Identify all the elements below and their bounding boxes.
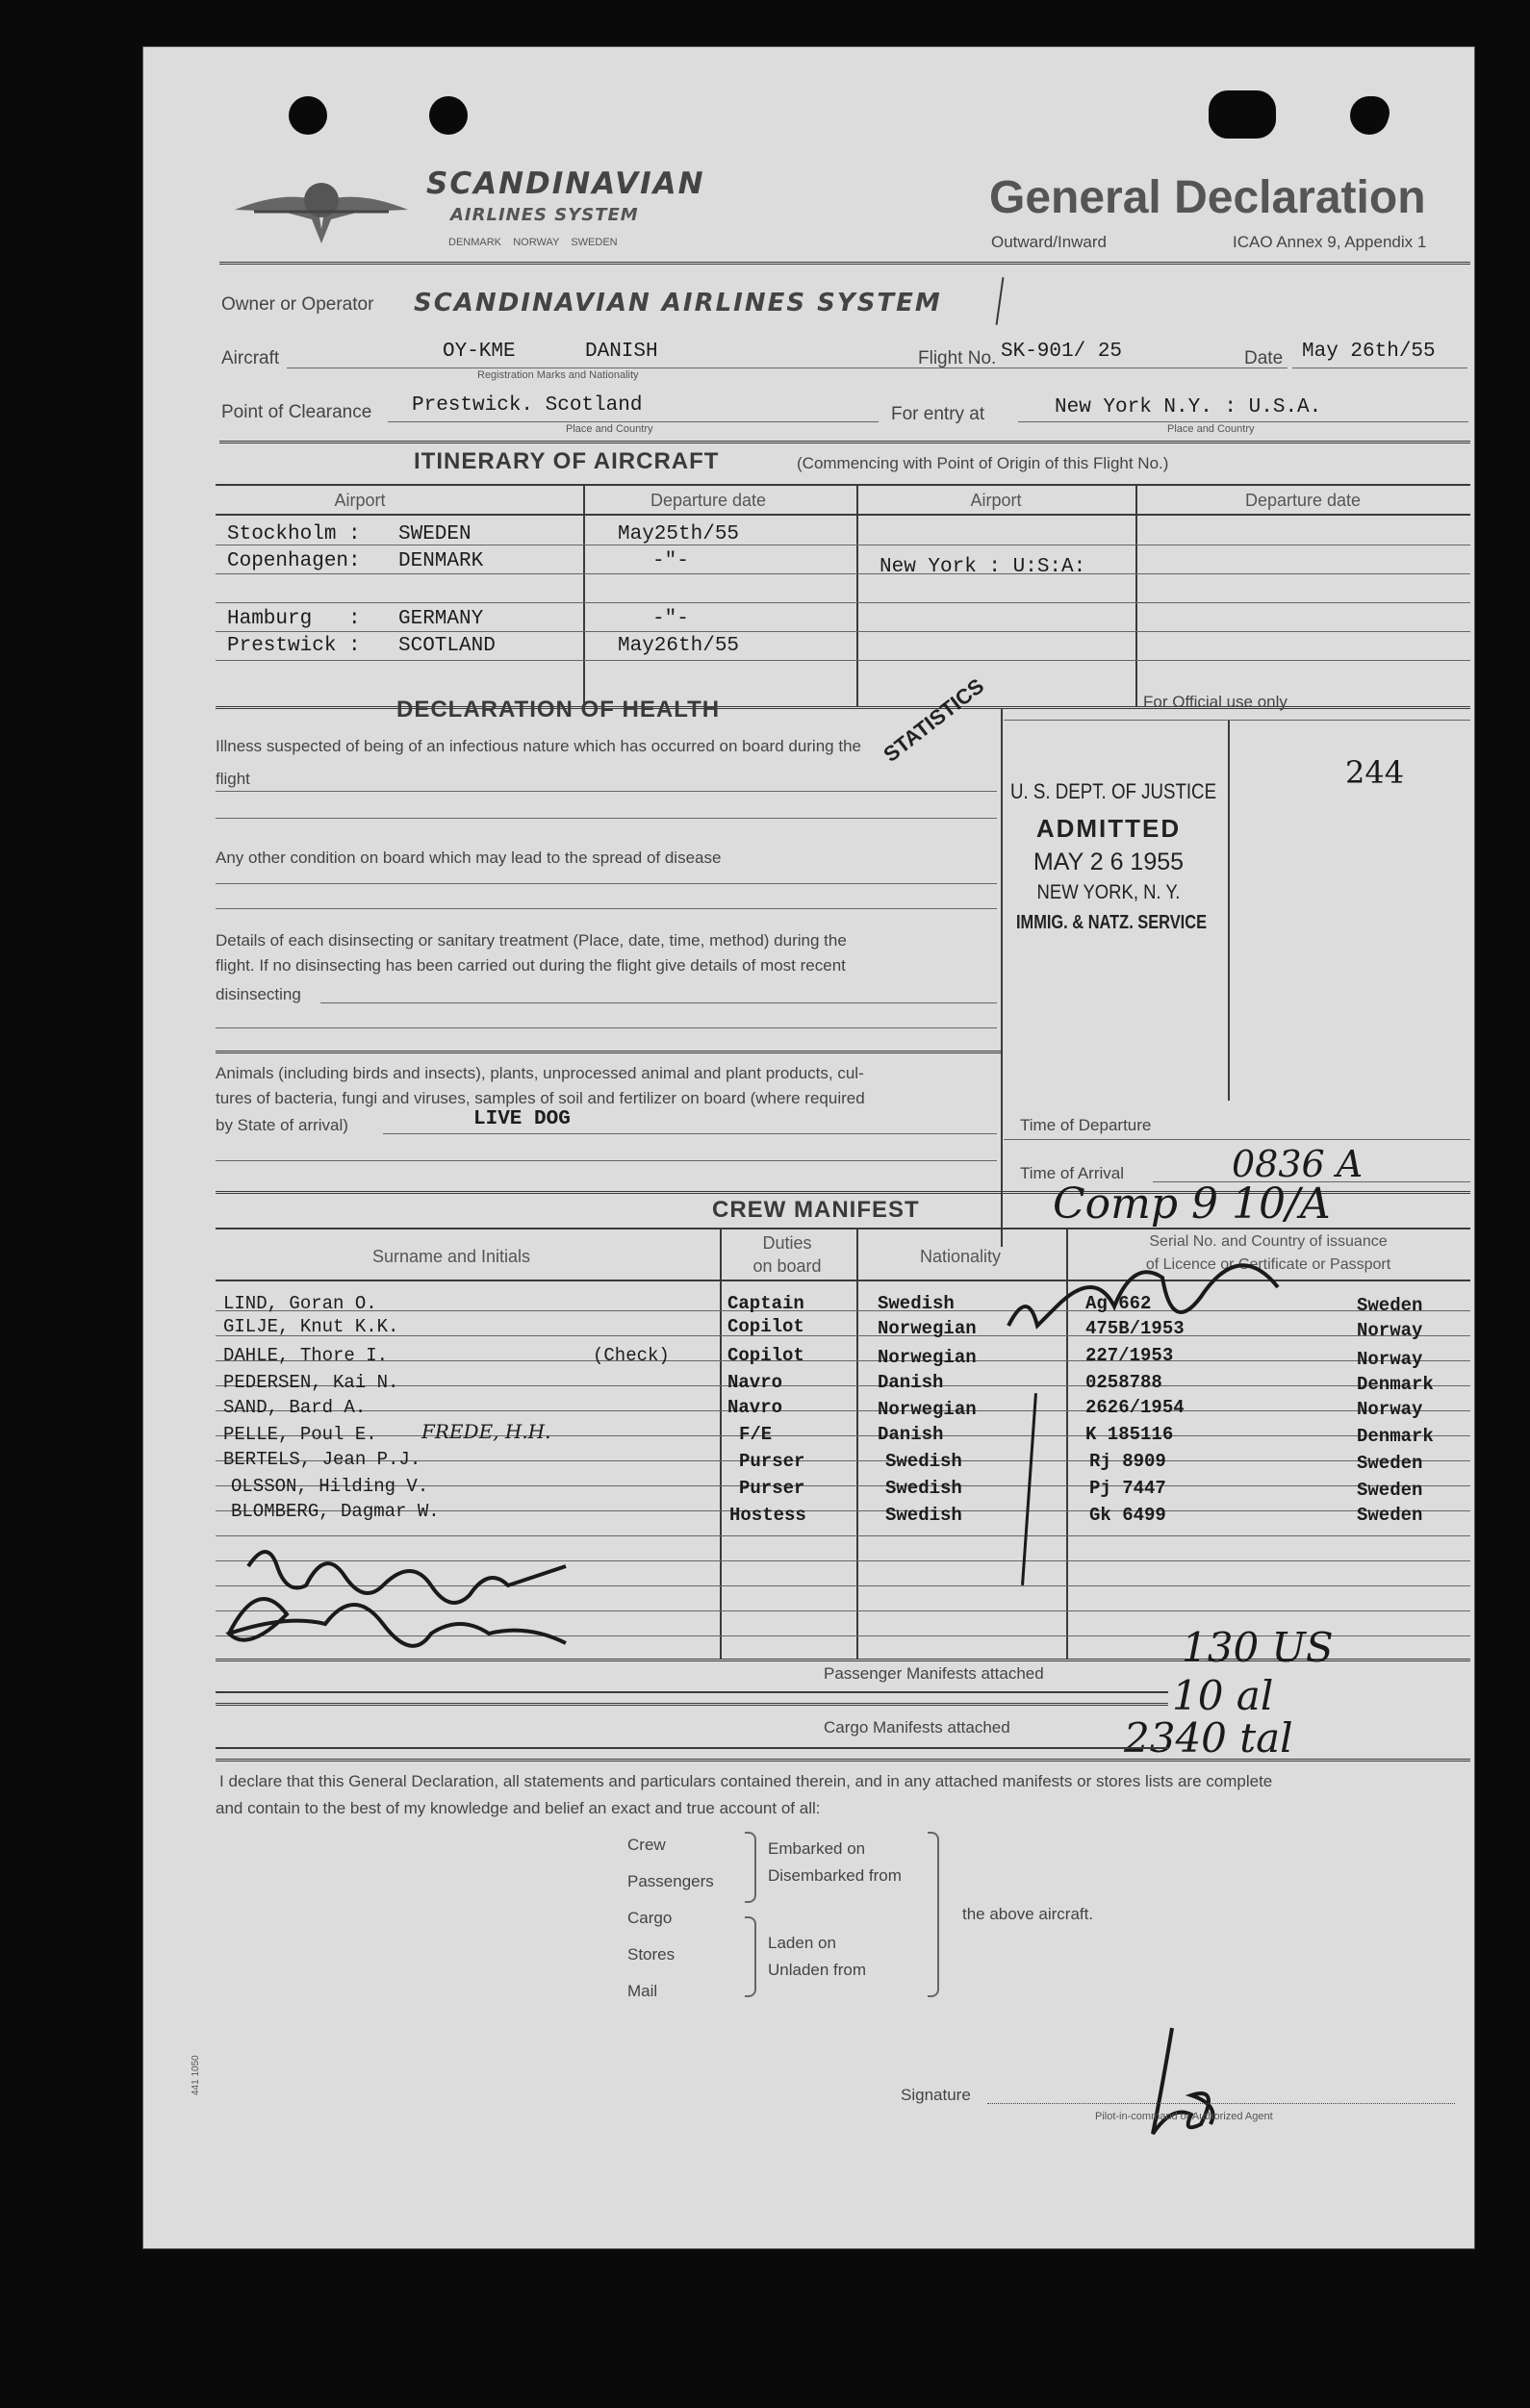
crew-country: Sweden — [1357, 1480, 1423, 1501]
itin-country: SWEDEN — [398, 523, 472, 545]
divider — [216, 1703, 1168, 1706]
itin-country: GERMANY — [398, 608, 484, 630]
crew-duty: Purser — [739, 1478, 805, 1499]
airline-countries: DENMARK NORWAY SWEDEN — [448, 237, 618, 248]
animals-value: LIVE DOG — [473, 1108, 571, 1130]
pax-handwritten-2: 10 al — [1172, 1672, 1274, 1719]
laden-label: Laden on — [768, 1934, 836, 1952]
crew-country: Sweden — [1357, 1453, 1423, 1474]
divider — [720, 1228, 722, 1659]
official-number: 244 — [1345, 754, 1405, 791]
crew-nationality: Swedish — [885, 1451, 962, 1472]
itin-date: -"- — [652, 550, 689, 572]
itin-city: Prestwick : — [227, 635, 361, 657]
clearance-label: Point of Clearance — [221, 402, 372, 422]
signature-caption: Pilot-in-command or Authorized Agent — [1095, 2111, 1273, 2122]
place-caption: Place and Country — [566, 423, 653, 435]
divider — [216, 1759, 1470, 1762]
crew-duty: Captain — [727, 1293, 804, 1314]
crew-country: Denmark — [1357, 1426, 1434, 1447]
field-line — [216, 1160, 997, 1161]
divider — [583, 484, 585, 707]
crew-country: Norway — [1357, 1349, 1423, 1370]
item-passengers: Passengers — [627, 1872, 714, 1890]
col-duties-2: on board — [752, 1256, 822, 1276]
animals-line-2: tures of bacteria, fungi and viruses, samples of soil and fertilizer on board (where required — [216, 1089, 865, 1107]
crew-name: SAND, Bard A. — [223, 1397, 367, 1418]
place-caption-2: Place and Country — [1167, 423, 1255, 435]
aircraft-registration: OY-KME — [443, 341, 516, 363]
crew-serial: 227/1953 — [1085, 1345, 1174, 1366]
crew-nationality: Danish — [878, 1424, 944, 1445]
animals-line-1: Animals (including birds and insects), plants, unprocessed animal and plant products, cul- — [216, 1064, 864, 1082]
punch-hole — [1212, 96, 1251, 135]
admitted-stamp-line-2: ADMITTED — [1035, 814, 1182, 843]
row-line — [216, 1360, 1470, 1361]
official-label: For Official use only — [1143, 693, 1288, 711]
divider — [1228, 720, 1230, 1101]
col-serial-2: of Licence or Certificate or Passport — [1145, 1256, 1391, 1273]
crew-duty: Purser — [739, 1451, 805, 1472]
date-label: Date — [1244, 348, 1284, 368]
registration-caption: Registration Marks and Nationality — [477, 369, 639, 381]
unladen-label: Unladen from — [768, 1961, 867, 1979]
row-line — [216, 1435, 1470, 1436]
captain-signature — [1124, 2009, 1239, 2163]
serial-annotation-scribble — [989, 1239, 1307, 1355]
itin-city: Stockholm : — [227, 523, 361, 545]
admitted-stamp-line-5: IMMIG. & NATZ. SERVICE — [1015, 912, 1208, 933]
crew-country: Norway — [1357, 1320, 1423, 1341]
itin-date: May26th/55 — [618, 635, 740, 657]
pax-manifest-label: Passenger Manifests attached — [824, 1664, 1044, 1683]
col-airport: Airport — [334, 491, 386, 510]
crew-nationality: Danish — [878, 1372, 944, 1393]
crew-nationality: Norwegian — [878, 1347, 977, 1368]
divider — [219, 441, 1470, 444]
flight-label: Flight No. — [918, 348, 997, 368]
crew-nationality: Swedish — [885, 1478, 962, 1499]
crew-annotation: Comp 9 10/A — [1053, 1179, 1331, 1229]
crew-serial: Pj 7447 — [1089, 1478, 1166, 1499]
field-line — [216, 791, 997, 792]
bracket-right — [928, 1832, 939, 1997]
row-line — [216, 602, 1470, 603]
row-line — [216, 631, 1470, 632]
document-title: General Declaration — [989, 172, 1426, 223]
field-line — [987, 2103, 1455, 2104]
crew-duty: Copilot — [727, 1316, 804, 1337]
itin-country: DENMARK — [398, 550, 484, 572]
crew-country: Norway — [1357, 1399, 1423, 1420]
crew-serial: K 185116 — [1085, 1424, 1174, 1445]
crew-duty: Hostess — [729, 1505, 806, 1526]
crew-nationality: Norwegian — [878, 1318, 977, 1339]
divider — [1135, 484, 1137, 707]
pax-handwritten: 130 US — [1182, 1624, 1334, 1671]
crew-duty: Navro — [727, 1397, 783, 1418]
crew-name: LIND, Goran O. — [223, 1293, 377, 1314]
crew-title: CREW MANIFEST — [712, 1197, 920, 1223]
crew-nationality: Swedish — [885, 1505, 962, 1526]
animals-line-3: by State of arrival) — [216, 1116, 348, 1134]
departure-label: Time of Departure — [1020, 1116, 1152, 1134]
crew-name: DAHLE, Thore I. — [223, 1345, 389, 1366]
divider — [216, 1051, 1001, 1053]
item-crew: Crew — [627, 1836, 666, 1854]
clearance-value: Prestwick. Scotland — [412, 394, 643, 417]
item-cargo: Cargo — [627, 1909, 673, 1927]
col-airport-2: Airport — [970, 491, 1022, 510]
crew-country: Denmark — [1357, 1374, 1434, 1395]
crew-duty: Copilot — [727, 1345, 804, 1366]
itin-city: Hamburg : — [227, 608, 361, 630]
arrival-value: 0836 A — [1232, 1143, 1364, 1185]
crew-name: OLSSON, Hilding V. — [231, 1476, 429, 1497]
divider — [216, 514, 1470, 516]
crew-duty: Navro — [727, 1372, 783, 1393]
field-line — [216, 883, 997, 884]
row-line — [216, 573, 1470, 574]
bracket-left-2 — [745, 1916, 756, 1997]
owner-value: SCANDINAVIAN AIRLINES SYSTEM — [414, 289, 942, 317]
outward-inward: Outward/Inward — [991, 233, 1107, 251]
other-condition-text: Any other condition on board which may lead to the spread of disease — [216, 849, 722, 867]
crew-country: Sweden — [1357, 1505, 1423, 1526]
field-line — [216, 908, 997, 909]
col-name: Surname and Initials — [371, 1247, 531, 1266]
admitted-stamp-line-1: U. S. DEPT. OF JUSTICE — [1010, 779, 1217, 803]
crew-note: (Check) — [593, 1345, 670, 1366]
health-title: DECLARATION OF HEALTH — [396, 697, 721, 722]
airline-sub: AIRLINES SYSTEM — [450, 205, 639, 225]
divider — [216, 1747, 1168, 1749]
arrival-label: Time of Arrival — [1020, 1164, 1125, 1182]
crew-nationality: Swedish — [878, 1293, 955, 1314]
crew-serial: 2626/1954 — [1085, 1397, 1185, 1418]
entry-label: For entry at — [891, 404, 985, 424]
handwritten-stroke — [1021, 1393, 1037, 1585]
statistics-stamp: STATISTICS — [879, 673, 989, 767]
divider — [856, 1228, 858, 1659]
divider — [216, 1228, 1470, 1229]
airline-logo-icon — [225, 162, 418, 248]
field-line — [388, 421, 879, 422]
divider — [216, 1691, 1168, 1693]
row-line — [1004, 720, 1470, 721]
crew-serial: Gk 6499 — [1089, 1505, 1166, 1526]
form-number: 441 1050 — [191, 2055, 201, 2095]
field-line — [320, 1002, 997, 1003]
crew-serial: 0258788 — [1085, 1372, 1162, 1393]
col-nationality: Nationality — [919, 1247, 1002, 1266]
signature-label: Signature — [901, 2086, 971, 2104]
crew-name: PEDERSEN, Kai N. — [223, 1372, 399, 1393]
crew-name: BLOMBERG, Dagmar W. — [231, 1501, 440, 1522]
divider — [996, 277, 1005, 325]
punch-hole — [289, 96, 327, 135]
disinsecting-line-1: Details of each disinsecting or sanitary treatment (Place, date, time, method) during the — [216, 931, 847, 950]
crew-correction: FREDE, H.H. — [421, 1420, 551, 1443]
disembarked-label: Disembarked from — [768, 1866, 902, 1885]
date-value: May 26th/55 — [1302, 341, 1436, 363]
airline-name: SCANDINAVIAN — [426, 166, 705, 201]
punch-hole — [429, 96, 468, 135]
field-line — [1004, 1139, 1470, 1140]
itinerary-title: ITINERARY OF AIRCRAFT — [414, 448, 720, 474]
divider — [856, 484, 858, 707]
owner-label: Owner or Operator — [221, 294, 374, 315]
punch-hole — [1357, 96, 1390, 129]
itin-city: Copenhagen: — [227, 550, 361, 572]
embarked-label: Embarked on — [768, 1839, 866, 1858]
illness-flight: flight — [216, 770, 250, 788]
row-line — [216, 1385, 1470, 1386]
item-stores: Stores — [627, 1945, 676, 1964]
icao-annex: ICAO Annex 9, Appendix 1 — [1233, 233, 1427, 251]
admitted-stamp-line-4: NEW YORK, N. Y. — [1036, 881, 1181, 903]
aircraft-label: Aircraft — [221, 348, 280, 368]
itinerary-subtitle: (Commencing with Point of Origin of this Flight No.) — [797, 454, 1169, 472]
entry-value: New York N.Y. : U.S.A. — [1055, 396, 1322, 418]
illness-text: Illness suspected of being of an infectious nature which has occurred on board during the — [216, 737, 861, 755]
divider — [216, 484, 1470, 486]
disinsecting-line-3: disinsecting — [216, 985, 301, 1003]
row-line — [216, 660, 1470, 661]
crew-serial: Ag 662 — [1085, 1293, 1152, 1314]
field-line — [216, 818, 997, 819]
declaration-line-2: and contain to the best of my knowledge and belief an exact and true account of all: — [216, 1799, 821, 1817]
crew-nationality: Norwegian — [878, 1399, 977, 1420]
item-mail: Mail — [627, 1982, 658, 2000]
col-departure: Departure date — [650, 491, 767, 510]
cargo-handwritten: 2340 tal — [1124, 1714, 1293, 1762]
row-line — [216, 1410, 1470, 1411]
crew-serial: 475B/1953 — [1085, 1318, 1185, 1339]
col-duties-1: Duties — [762, 1233, 812, 1253]
flight-value: SK-901/ 25 — [1001, 341, 1123, 363]
crew-name: PELLE, Poul E. — [223, 1424, 377, 1445]
col-departure-2: Departure date — [1244, 491, 1362, 510]
crew-country: Sweden — [1357, 1295, 1423, 1316]
col-serial-1: Serial No. and Country of issuance — [1149, 1233, 1388, 1250]
field-line — [383, 1133, 997, 1134]
divider — [219, 262, 1470, 265]
disinsecting-line-2: flight. If no disinsecting has been carried out during the flight give details of most recent — [216, 956, 846, 975]
itin-date: May25th/55 — [618, 523, 740, 545]
divider — [1001, 708, 1003, 1247]
crew-name: BERTELS, Jean P.J. — [223, 1449, 421, 1470]
declaration-line-1: I declare that this General Declaration, all statements and particulars contained therein, and in any attached manifests or stores lists are complete — [219, 1772, 1273, 1790]
itin-date: -"- — [652, 608, 689, 630]
field-line — [1018, 421, 1468, 422]
crew-serial: Rj 8909 — [1089, 1451, 1166, 1472]
declaration-form — [142, 46, 1475, 2249]
crew-name: GILJE, Knut K.K. — [223, 1316, 399, 1337]
field-line — [216, 1027, 997, 1028]
admitted-stamp-line-3: MAY 2 6 1955 — [1033, 849, 1185, 875]
crew-signature-scribble — [210, 1528, 652, 1662]
bracket-left — [745, 1832, 756, 1903]
above-aircraft-label: the above aircraft. — [962, 1905, 1094, 1923]
itin-country: SCOTLAND — [398, 635, 496, 657]
itin-dest: New York : U:S:A: — [880, 556, 1086, 578]
aircraft-nationality: DANISH — [585, 341, 658, 363]
cargo-manifest-label: Cargo Manifests attached — [824, 1718, 1010, 1736]
crew-duty: F/E — [739, 1424, 773, 1445]
